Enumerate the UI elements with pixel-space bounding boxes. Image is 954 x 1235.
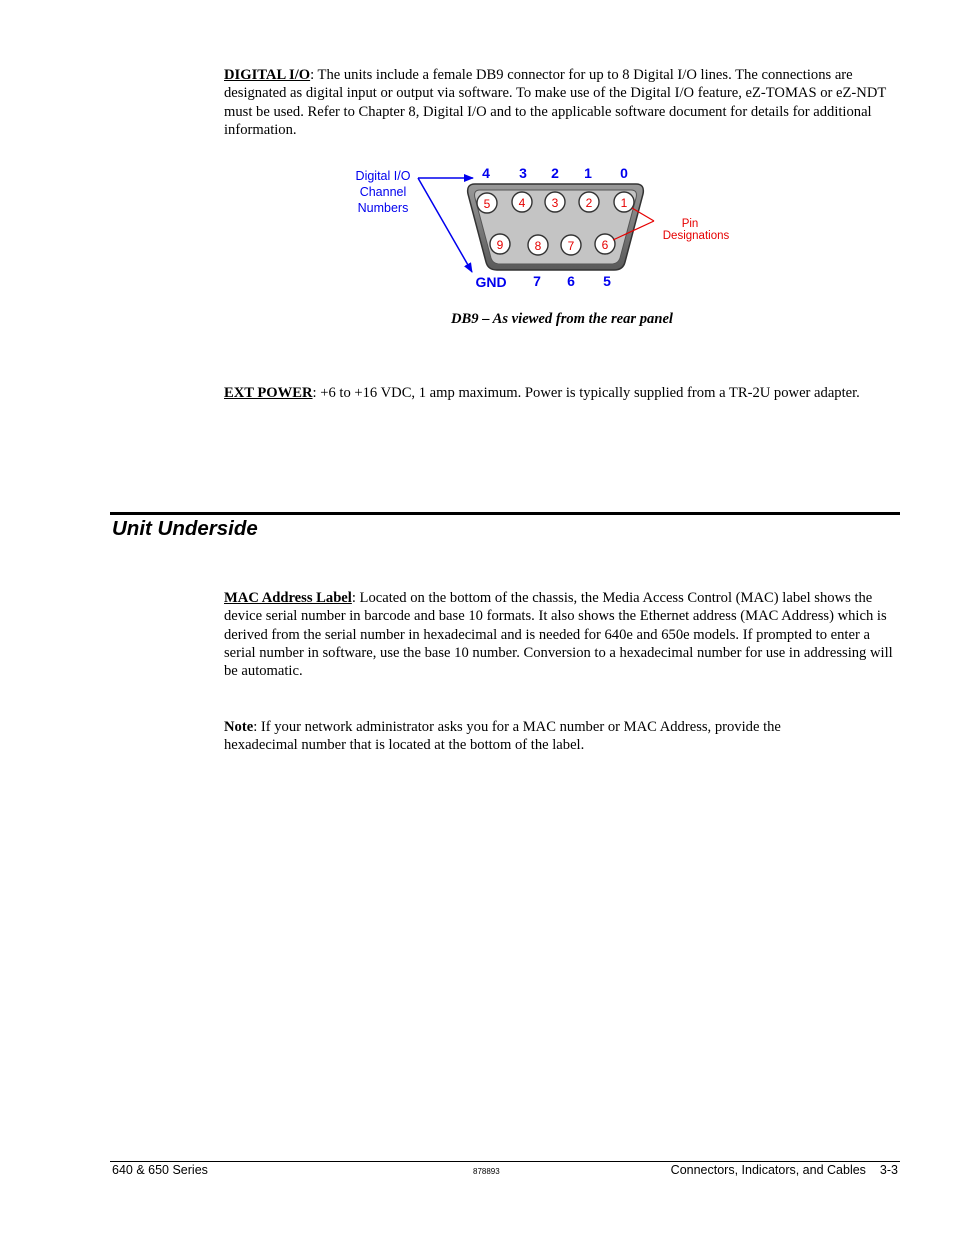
pin-label-2: 2 [585,196,593,210]
mac-address-text: : Located on the bottom of the chassis, the Media Access Control (MAC) label shows the device serial number in barcode and base 10 formats. It also shows the Ethernet address (MAC Address) which is derived from the serial number in hexadecimal and is needed for 640e and 650e models. If prompted to enter a serial number in software, use the base 10 number. Conversion to a hexadecimal number for use in addressing will be automatic. [224,590,893,680]
ext-power-heading: EXT POWER [224,385,313,401]
channel-4: 4 [482,165,490,181]
digital-io-paragraph [224,66,896,139]
channel-6: 6 [567,273,575,289]
channel-1: 1 [584,165,592,181]
channel-3: 3 [519,165,527,181]
channel-label-line-1: Digital I/O [355,169,411,183]
db9-connector-diagram [340,158,740,298]
figure-caption: DB9 – As viewed from the rear panel [450,311,673,327]
pin-label-1: 1 [620,196,628,210]
note-heading: Note [224,719,254,735]
footer-page-number: 3-3 [879,1163,898,1177]
channel-gnd: GND [475,274,507,290]
digital-io-heading: DIGITAL I/O [224,67,311,83]
footer-document-number: 878893 [473,1167,500,1176]
channel-0: 0 [620,165,628,181]
pin-label-9: 9 [496,238,504,252]
footer-divider [110,1161,900,1162]
ext-power-text: : +6 to +16 VDC, 1 amp maximum. Power is typically supplied from a TR-2U power adapter. [312,385,860,401]
note-text: : If your network administrator asks you for a MAC number or MAC Address, provide the hexadecimal number that is located at the bottom of the label. [224,719,781,754]
pin-label-4: 4 [518,196,526,210]
channel-5: 5 [603,273,611,289]
pin-label-7: 7 [567,239,575,253]
channel-7: 7 [533,273,541,289]
pin-label-8: 8 [534,239,542,253]
db9-figure [340,158,740,303]
section-title: Unit Underside [112,517,258,540]
pin-label-3: 3 [551,196,559,210]
footer-chapter [671,1163,898,1177]
footer-chapter-title: Connectors, Indicators, and Cables [670,1163,866,1177]
digital-io-text: : The units include a female DB9 connector for up to 8 Digital I/O lines. The connections are designated as digital input or output via software. To make use of the Digital I/O feature, eZ-TOMAS or eZ-NDT must be used. Refer to Chapter 8, Digital I/O and to the applicable software document for details for additional information. [224,67,887,138]
channel-2: 2 [551,165,559,181]
footer-series: 640 & 650 Series [112,1163,208,1177]
note-paragraph [224,718,784,755]
section-divider [110,512,900,515]
pin-label-6: 6 [601,238,609,252]
pin-designations-line-1: Pin [681,218,699,230]
pin-designations-line-2: Designations [662,230,730,242]
channel-label-line-2: Channel [359,185,407,199]
channel-arrow-bottom [418,178,472,272]
pin-label-5: 5 [483,197,491,211]
channel-label-line-3: Numbers [357,201,409,215]
mac-address-heading: MAC Address Label [224,590,352,606]
mac-address-paragraph [224,589,900,680]
ext-power-paragraph [224,384,896,402]
